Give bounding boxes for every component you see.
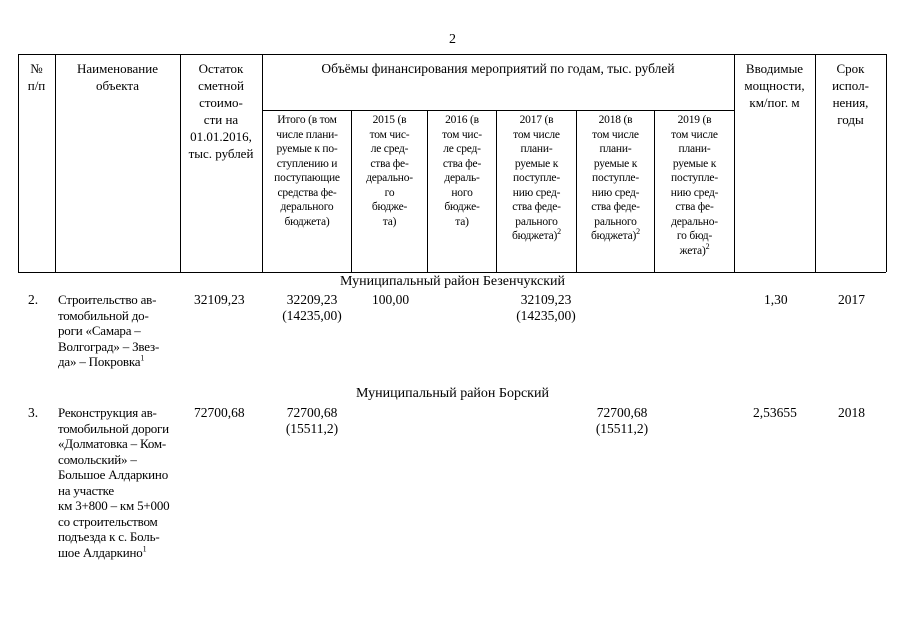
section-title: Муниципальный район Безенчукский <box>339 274 565 289</box>
capacity-value: 1,30 <box>764 292 788 307</box>
value-2015: 100,00 <box>372 292 410 307</box>
header-financing-volumes: Объёмы финансирования мероприятий по годам, тыс. рублей <box>321 61 675 76</box>
header-capacity: Вводимые мощности, км/пог. м <box>744 61 805 110</box>
object-name: Реконструкция ав- томобильной дороги «Долматовка – Ком- сомольский» – Большое Алдаркино на участке км 3+800 – км 5+000 со строительством подъезда к с. Боль- шое Алдаркино$^1$ <box>58 405 170 560</box>
page-number: 2 <box>449 32 456 47</box>
subheader-2019: 2019 (в том числе плани- руемые к поступле- нию сред- ства фе- дерально- го бюд- жета)$^2$ <box>670 114 719 257</box>
header-remainder: Остаток сметной стоимо- сти на 01.01.2016, тыс. рублей <box>188 61 254 161</box>
total-value: 72700,68 (15511,2) <box>285 405 339 436</box>
capacity-value: 2,53655 <box>753 405 797 420</box>
term-value: 2017 <box>838 292 865 307</box>
section-title: Муниципальный район Борский <box>356 386 549 401</box>
remainder-value: 32109,23 <box>194 292 245 307</box>
object-name: Строительство ав- томобильной до- роги «Самара – Волгоград» – Звез- да» – Покровка$^1$ <box>58 292 160 369</box>
subheader-total: Итого (в том числе плани- руемые к по- ступлению и поступающие средства фе- дерального бюджета) <box>274 114 340 228</box>
row-number: 3. <box>28 405 39 420</box>
header-term: Срок испол- нения, годы <box>832 61 869 127</box>
total-value: 32209,23 (14235,00) <box>282 292 342 323</box>
subheader-2016: 2016 (в том чис- ле сред- ства фе- дераль- ного бюдже- та) <box>442 114 482 228</box>
value-2018: 72700,68 (15511,2) <box>595 405 649 436</box>
term-value: 2018 <box>838 405 865 420</box>
subheader-2018: 2018 (в том числе плани- руемые к поступле- нию сред- ства феде- рального бюджета)$^2$ <box>591 114 640 242</box>
header-number: № п/п <box>27 61 46 93</box>
row-number: 2. <box>28 292 39 307</box>
remainder-value: 72700,68 <box>194 405 245 420</box>
subheader-2017: 2017 (в том числе плани- руемые к поступле- нию сред- ства феде- рального бюджета)$^2$ <box>512 114 561 242</box>
subheader-2015: 2015 (в том чис- ле сред- ства фе- дерально- го бюдже- та) <box>366 114 413 228</box>
value-2017: 32109,23 (14235,00) <box>516 292 576 323</box>
header-object-name: Наименование объекта <box>77 61 158 93</box>
